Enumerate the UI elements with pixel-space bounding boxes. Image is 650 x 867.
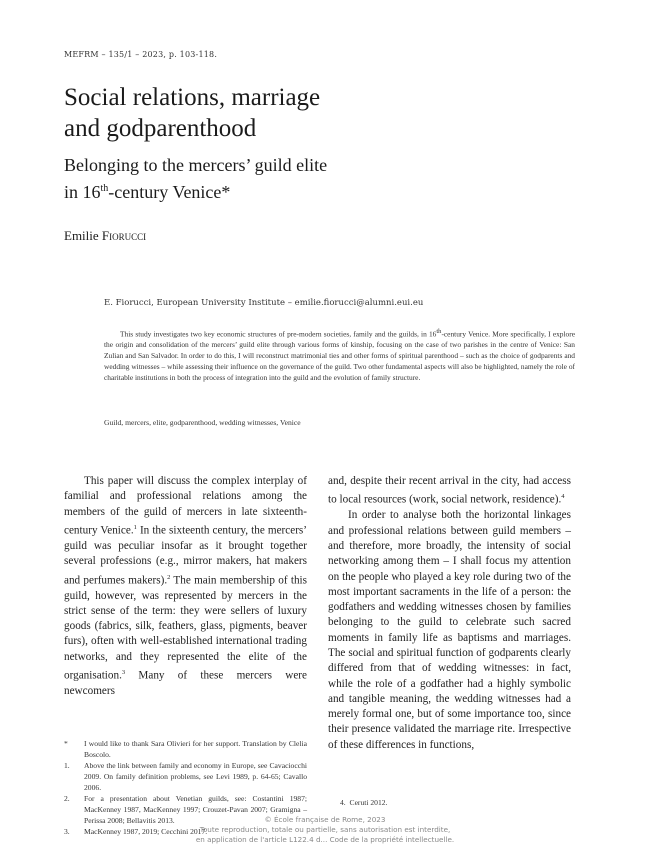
footnote-ref[interactable]: 3 [121,669,126,677]
abstract-text [104,326,575,383]
footnote-text: I would like to thank Sara Olivieri for her support. Translation by Clelia Boscolo. [84,739,307,759]
body-text: and, despite their recent arrival in the city, had access to local resources (work, social network, residence). [328,475,571,507]
copyright-notice: en application de l'article L122.4 d... Code de la propriété intellectuelle. [195,835,455,844]
footnote [64,760,307,793]
body-column-right [328,474,571,753]
abstract-sup: th [436,328,442,335]
body-text: In the sixteenth century, the mercers’ guild was peculiar insofar as it brought together several professions (e.g., mirror makers, hat makers and perfumes makers). [64,524,308,587]
footnote-right [340,798,387,807]
body-text: The main membership of this guild, however, was represented by mercers in the strict sense of the term: they were sellers of luxury goods (fabrics, silk, feathers, glass, pigments, beaver furs), often with well-established international trading networks, and they represented the elite of the organisation. [64,574,307,682]
subtitle-line-1: Belonging to the mercers’ guild elite [64,155,328,175]
article-subtitle [64,153,584,204]
abstract [104,326,575,383]
journal-header: MEFRM – 135/1 – 2023, p. 103-118. [64,50,218,59]
author-first-name: Emilie [64,228,99,243]
copyright-line: © École française de Rome, 2023 [264,815,386,824]
body-paragraph [328,474,571,508]
abstract-start: This study investigates two key economic structures of pre-modern societies, family and the guilds, in 16 [120,329,437,339]
subtitle-line-2 [64,177,584,204]
body-paragraph: In order to analyse both the horizontal linkages and professional relations between guild members – and therefore, more broadly, the intensity of social networking among them – I shall focus my attention on the people who played a key role during two of the most important sacraments in the life of a person: the godfathers and wedding witnesses chosen by families belonging to the guild to celebrate such sacred moments in family life as baptisms and marriages. The social and spiritual function of godparents clearly differed from that of wedding witnesses: in fact, while the role of a godfather had a highly symbolic and tangible meaning, the wedding witnesses had a merely formal one, but of some importance too, since their presence validated the marriage rite. Irrespective of these differences in functions, [328,509,571,751]
author-affiliation: E. Fiorucci, European University Institute – emilie.fiorucci@alumni.eui.eu [104,298,424,308]
footnote-ref[interactable]: 4 [561,493,565,501]
footnote-number: 3. [64,827,70,836]
article-title [64,82,584,144]
footnote-number: 1. [64,761,70,770]
footnote-text: Ceruti 2012. [349,798,388,807]
author-name [64,228,146,244]
body-column-left [64,474,307,699]
footnote-number: * [64,739,68,748]
footnote-ref[interactable]: 1 [133,523,137,531]
footnote-text: Above the link between family and economy in Europe, see Cavaciocchi 2009. On family definition problems, see Levi 1989, p. 64-65; Cavallo 2006. [84,761,307,792]
subtitle-text-end: -century Venice* [108,182,231,202]
title-line-2: and godparenthood [64,115,257,142]
footnote [64,738,307,760]
footnote-text: MacKenney 1987, 2019; Cecchini 2017. [84,827,208,836]
copyright-notice: Toute reproduction, totale ou partielle, sans autorisation est interdite, [199,825,451,834]
footnote-text: For a presentation about Venetian guilds, see: Costantini 1987; MacKenney 1987, MacKenney 1997; Crouzet-Pavan 2007; Gramigna – Perissa 2008; Bellavitis 2013. [84,794,307,825]
subtitle-text: in 16 [64,182,101,202]
author-last-name: Fiorucci [101,228,147,243]
footnote-ref[interactable]: 2 [167,573,171,581]
body-paragraph [64,474,307,699]
footnote-number: 4. [340,798,346,807]
copyright-footer [0,815,650,845]
subtitle-sup: th [100,183,109,194]
body-text: Many of these mercers were newcomers [64,669,307,698]
abstract-rest: -century Venice. More specifically, I explore the origin and consolidation of the mercers’ guild elite through various forms of kinship, focusing on the case of two parishes in the centre of Venice: San Zulian and San Salvador. In order to do this, I will reconstruct matrimonial ties and other forms of spiritual parenthood – such as the choice of godparents and wedding witnesses – while assessing their influence on the governance of the guild. Two other fundamental aspects will also be highlighted, namely the role of charitable institutions in both the process of integration into the guild and the evolution of family structure. [104,329,575,383]
footnote-number: 2. [64,794,70,803]
keywords: Guild, mercers, elite, godparenthood, wedding witnesses, Venice [104,418,301,427]
title-line-1: Social relations, marriage [64,84,321,111]
body-text: This paper will discuss the complex interplay of familial and professional relations among the members of the guild of mercers in late sixteenth-century Venice. [64,475,307,537]
